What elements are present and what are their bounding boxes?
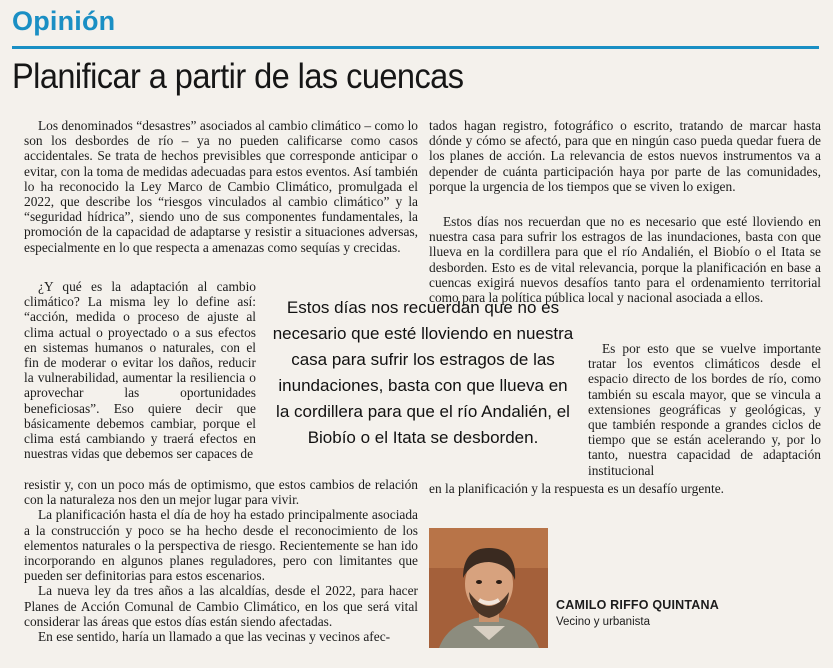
paragraph-4: La nueva ley da tres años a las alcaldías, desde el 2022, para hacer Planes de Acción Comunal de Cambio Climático, en los que será vital considerar las áreas que estos días están siendo afectadas. <box>24 583 418 629</box>
article-column-1-bottom <box>24 477 418 644</box>
paragraph-7-end: en la planificación y la respuesta es un desafío urgente. <box>429 481 724 496</box>
article-column-2-para <box>429 214 821 305</box>
paragraph-6-start: Estos días nos recuerdan que no es necesario que esté lloviendo en nuestra casa para sufrir los estragos de las inundaciones, basta con que llueva en la cordillera para que el río Andalién, el Biobío o el Itata se desborden. Esto es de vital relevancia, porque la planificación en base a cuencas exigirá nuevos desafíos tanto para el ordenamiento territorial como para la política pública local y nacional asociada a ellos. <box>429 214 821 306</box>
paragraph-5-cont: tados hagan registro, fotográfico o escrito, tratando de marcar hasta dónde y cómo se afectó, para que en ningún caso pueda quedar fuera de los planes de acción. La relevancia de estos nuevos instrumentos va a depender de cuánta participación haya por parte de las comunidades, porque la urgencia de los tiempos que se viven lo exigen. <box>429 118 821 194</box>
paragraph-2-end: resistir y, con un poco más de optimismo, que estos cambios de relación con la naturaleza nos den un mejor lugar para vivir. <box>24 477 418 508</box>
paragraph-2: ¿Y qué es la adaptación al cambio climático? La misma ley lo define así: “acción, medida o proceso de ajuste al clima actual o proyectado o a sus efectos en sistemas humanos o naturales, con el fin de moderar o evitar los daños, reducir la vulnerabilidad, aumentar la resiliencia o aprovechar las oportunidades beneficiosas”. Eso quiere decir que básicamente debemos cambiar, porque el clima está cambiando y traerá efectos en nuestras vidas que debemos ser capaces de <box>24 279 256 462</box>
section-rule <box>12 46 819 49</box>
author-role: Vecino y urbanista <box>556 616 650 628</box>
author-name: CAMILO RIFFO QUINTANA <box>556 598 719 612</box>
paragraph-1: Los denominados “desastres” asociados al cambio climático – como lo son los desbordes de río – ya no pueden calificarse como casos accidentales. Se trata de hechos previsibles que corresponde anticipar o evitar, con la toma de medidas adecuadas para estos eventos. Así también lo ha reconocido la Ley Marco de Cambio Climático, promulgada el 2022, que describe los “riesgos vinculados al cambio climático” y la “seguridad hídrica”, siendo uno de sus componentes fundamentales, la promoción de la capacidad de adaptarse y resistir a situaciones adversas, especialmente en lo que respecta a amenazas como sequías y crecidas. <box>24 118 418 255</box>
article-column-2-bottom <box>429 481 821 496</box>
section-label: Opinión <box>12 6 116 36</box>
author-portrait-illustration <box>429 528 548 648</box>
article-column-2-top <box>429 118 821 194</box>
article-column-1-top <box>24 118 418 255</box>
article-headline: Planificar a partir de las cuencas <box>12 57 464 96</box>
article-column-2-narrow <box>588 341 821 478</box>
paragraph-5: En ese sentido, haría un llamado a que las vecinas y vecinos afec- <box>38 629 391 645</box>
pull-quote: Estos días nos recuerdan que no es necesario que esté lloviendo en nuestra casa para sufrir los estragos de las inundaciones, basta con que llueva en la cordillera para que el río Andalién, el Biobío o el Itata se desborden. <box>272 298 574 447</box>
author-photo <box>429 528 548 648</box>
paragraph-3: La planificación hasta el día de hoy ha estado principalmente asociada a la construcción y poco se ha hecho desde el reconocimiento de los elementos naturales o la perspectiva de riesgo. Recientemente se han ido incorporando en algunos planes reguladores, pero con limitantes que pueden ser definitorias para estos escenarios. <box>24 507 418 584</box>
article-column-1-narrow <box>24 279 256 461</box>
paragraph-7: Es por esto que se vuelve importante tratar los eventos climáticos desde el espacio directo de los bordes de río, como también su escala mayor, que se vincula a extensiones geográficas y geológicas, y que también responde a grandes ciclos de tiempo que se están acelerando y, por lo tanto, nuestra capacidad de adaptación institucional <box>588 341 821 478</box>
